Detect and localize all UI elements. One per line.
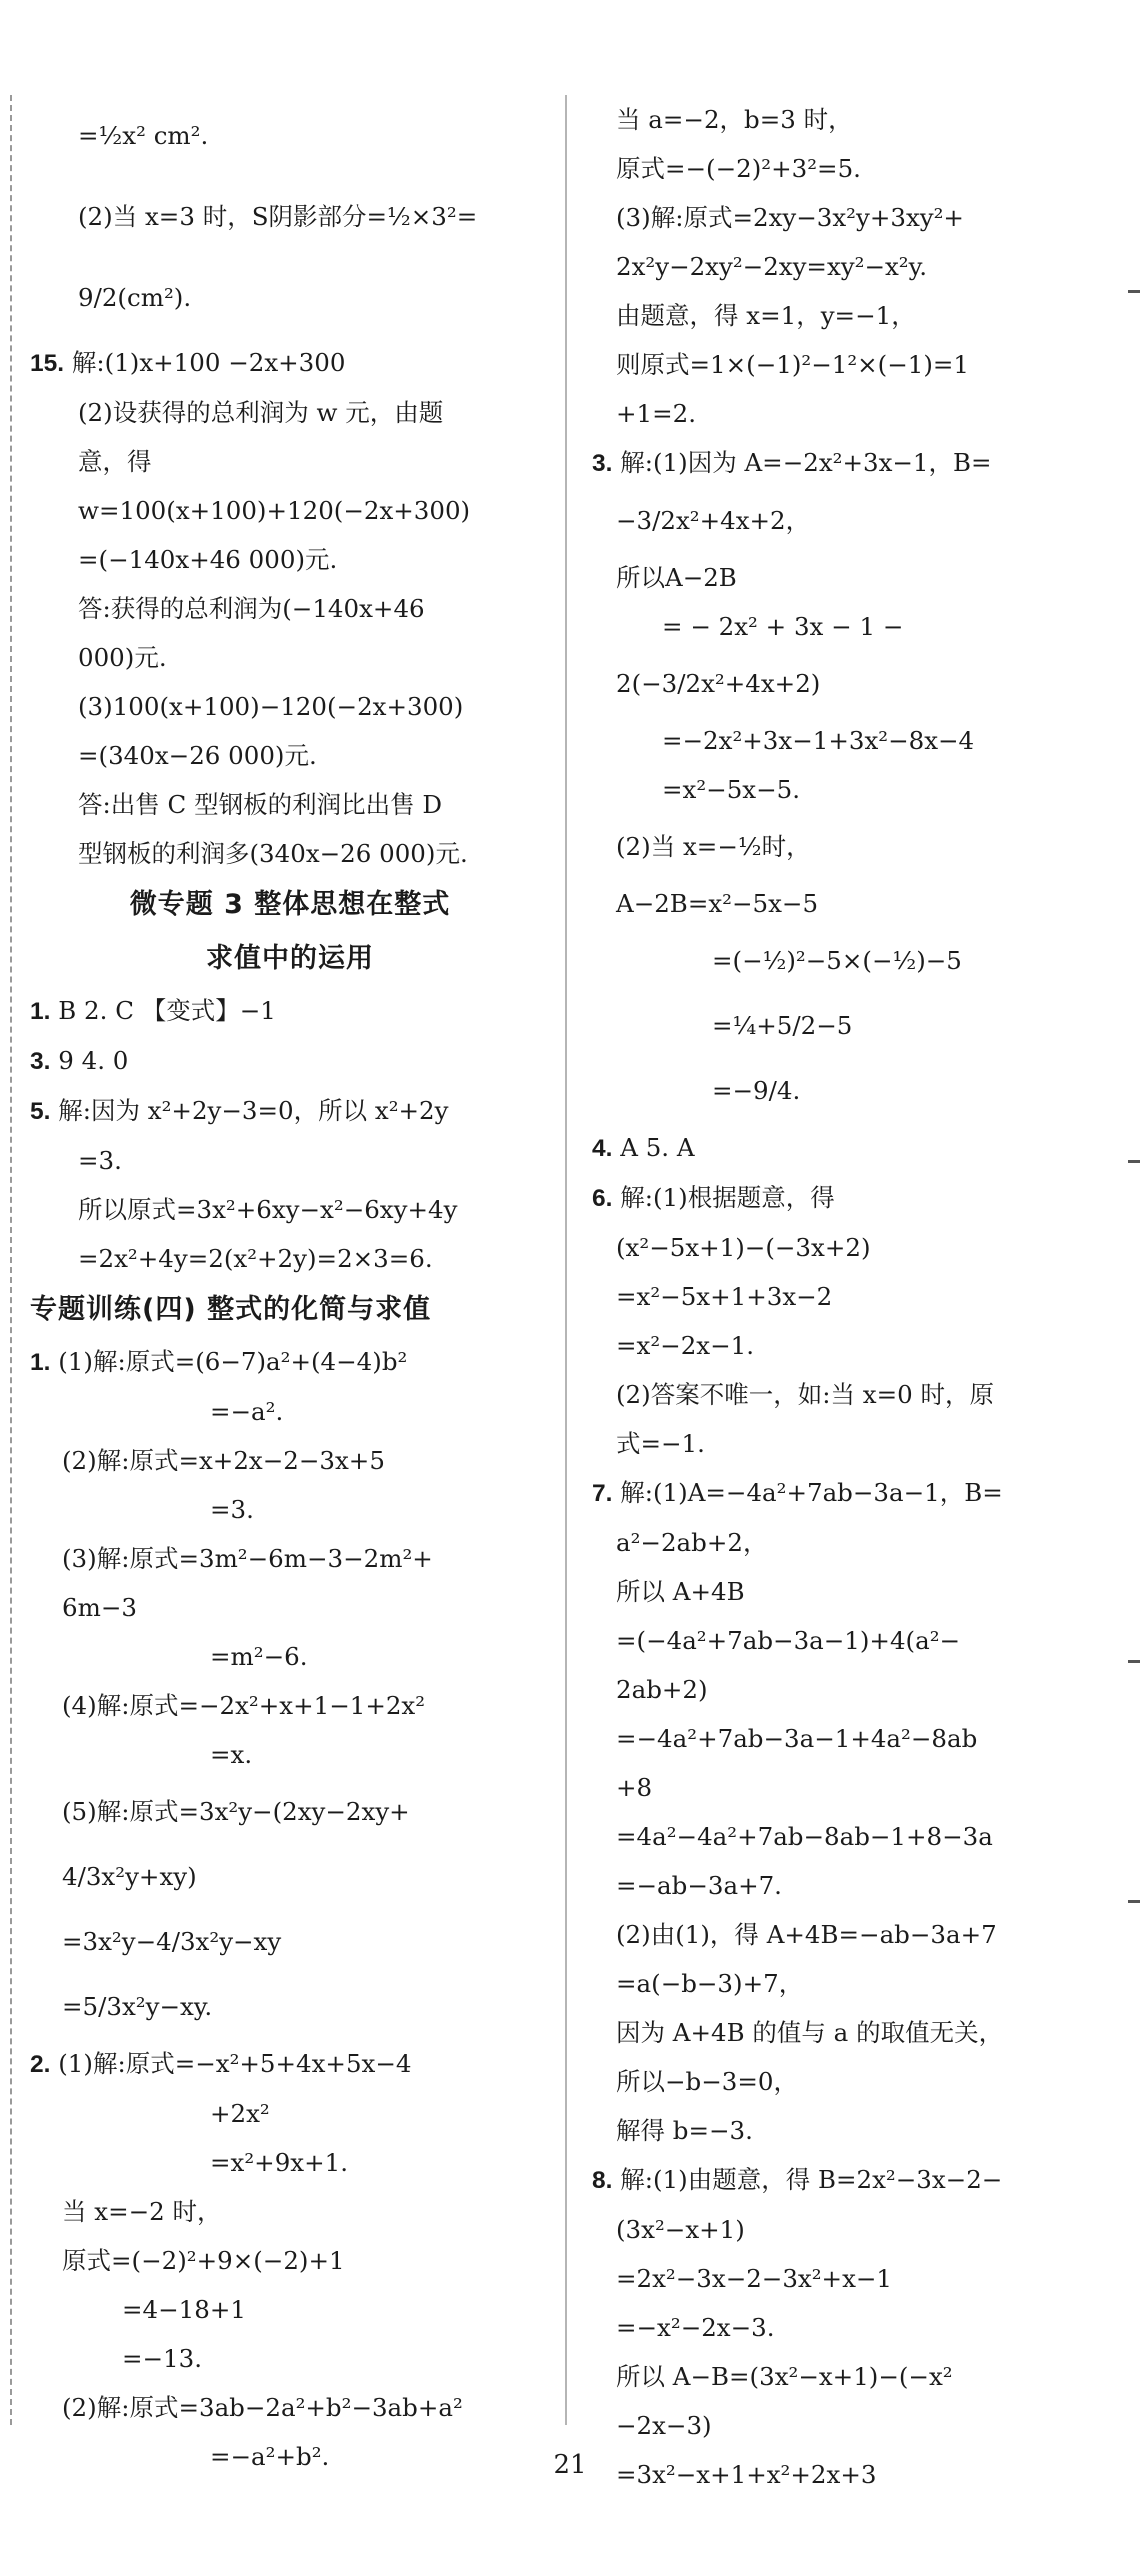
solution-line [592, 1910, 1092, 1959]
solution-line [30, 1909, 550, 1974]
line-text: =−x²−2x−3. [616, 2313, 775, 2342]
question-line [592, 1123, 1092, 1173]
solution-line [592, 1058, 1092, 1123]
edge-mark [1128, 1160, 1140, 1163]
solution-line [592, 1665, 1092, 1714]
line-text: B 2. C 【变式】−1 [58, 996, 276, 1025]
line-text: =−13. [122, 2344, 203, 2373]
line-text: 000)元. [78, 643, 167, 672]
solution-line [592, 340, 1092, 389]
line-text: 解:(1)x+100 −2x+300 [71, 348, 346, 377]
solution-line [592, 488, 1092, 553]
line-text: 型钢板的利润多(340x−26 000)元. [78, 839, 468, 868]
solution-line [592, 2401, 1092, 2450]
solution-line [592, 2106, 1092, 2155]
left-column [30, 95, 550, 2481]
solution-line [592, 1370, 1092, 1419]
line-text: +2x² [210, 2099, 270, 2128]
solution-line [592, 1223, 1092, 1272]
line-text: 所以原式=3x²+6xy−x²−6xy+4y [78, 1195, 458, 1224]
solution-line [30, 1730, 550, 1779]
line-text: 2ab+2) [616, 1675, 708, 1704]
question-number: 4. [592, 1135, 613, 1162]
line-text: (x²−5x+1)−(−3x+2) [616, 1233, 871, 1262]
section-heading: 求值中的运用 [206, 943, 374, 974]
solution-line [30, 731, 550, 780]
solution-line [30, 535, 550, 584]
line-text: (3)解:原式=2xy−3x²y+3xy²+ [616, 203, 964, 232]
line-text: =a(−b−3)+7， [616, 1969, 804, 1998]
line-text: =4a²−4a²+7ab−8ab−1+8−3a [616, 1822, 993, 1851]
line-text: =4−18+1 [122, 2295, 246, 2324]
solution-line [592, 291, 1092, 340]
question-line [592, 1173, 1092, 1223]
question-line [30, 2039, 550, 2089]
line-text: 所以 A−B=(3x²−x+1)−(−x² [616, 2362, 953, 2391]
solution-line [30, 1583, 550, 1632]
line-text: A−2B=x²−5x−5 [616, 889, 819, 918]
line-text: (4)解:原式=−2x²+x+1−1+2x² [62, 1691, 426, 1720]
line-text: =5/3x²y−xy. [62, 1992, 213, 2021]
line-text: (2)答案不唯一，如:当 x=0 时，原 [616, 1380, 994, 1409]
line-text: (3x²−x+1) [616, 2215, 745, 2244]
edge-mark [1128, 290, 1140, 293]
line-text: a²−2ab+2， [616, 1528, 768, 1557]
solution-line [30, 633, 550, 682]
solution-line [592, 1616, 1092, 1665]
line-text: +1=2. [616, 399, 697, 428]
left-margin-dashed-line [10, 95, 12, 2425]
line-text: =(340x−26 000)元. [78, 741, 317, 770]
solution-line [592, 2303, 1092, 2352]
line-text: =(−140x+46 000)元. [78, 545, 338, 574]
line-text: =x²−5x−5. [662, 775, 801, 804]
solution-line [30, 2285, 550, 2334]
question-line [592, 438, 1092, 488]
solution-line [30, 1485, 550, 1534]
line-text: (2)由(1)，得 A+4B=−ab−3a+7 [616, 1920, 997, 1949]
solution-line [592, 602, 1092, 651]
line-text: (2)当 x=−½时， [616, 832, 811, 861]
solution-line [592, 2008, 1092, 2057]
line-text: =x²−5x+1+3x−2 [616, 1282, 833, 1311]
solution-line [30, 2383, 550, 2432]
solution-line [592, 1763, 1092, 1812]
solution-line [592, 2057, 1092, 2106]
solution-line [30, 257, 550, 338]
solution-line [30, 2236, 550, 2285]
line-text: =3x²−x+1+x²+2x+3 [616, 2460, 877, 2489]
question-number: 8. [592, 2167, 613, 2194]
solution-line [30, 1779, 550, 1844]
line-text: =3x²y−4/3x²y−xy [62, 1927, 282, 1956]
line-text: 当 x=−2 时， [62, 2197, 222, 2226]
line-text: =x. [210, 1740, 253, 1769]
line-text: 解:(1)由题意，得 B=2x²−3x−2− [620, 2165, 1003, 2194]
line-text: =¼+5/2−5 [712, 1011, 853, 1040]
solution-line [30, 682, 550, 731]
solution-line [30, 1534, 550, 1583]
line-text: 因为 A+4B 的值与 a 的取值无关， [616, 2018, 1004, 2047]
question-line [30, 1086, 550, 1136]
solution-line [592, 389, 1092, 438]
line-text: 9 4. 0 [58, 1046, 129, 1075]
line-text: (2)解:原式=3ab−2a²+b²−3ab+a² [62, 2393, 463, 2422]
line-text: 当 a=−2，b=3 时， [616, 105, 853, 134]
question-number: 2. [30, 2051, 51, 2078]
solution-line [30, 1844, 550, 1909]
line-text: 9/2(cm²). [78, 283, 192, 312]
line-text: =−9/4. [712, 1076, 801, 1105]
line-text: =x²−2x−1. [616, 1331, 755, 1360]
line-text: 解:(1)因为 A=−2x²+3x−1，B= [620, 448, 992, 477]
line-text: 答:获得的总利润为(−140x+46 [78, 594, 425, 623]
line-text: 所以−b−3=0， [616, 2067, 798, 2096]
solution-line [592, 1419, 1092, 1468]
line-text: (5)解:原式=3x²y−(2xy−2xy+ [62, 1797, 410, 1826]
solution-line [30, 1234, 550, 1283]
line-text: (2)设获得的总利润为 w 元，由题 [78, 398, 444, 427]
solution-line [592, 95, 1092, 144]
solution-line [592, 993, 1092, 1058]
solution-line [592, 193, 1092, 242]
question-number: 1. [30, 998, 51, 1025]
line-text: 原式=(−2)²+9×(−2)+1 [62, 2246, 345, 2275]
line-text: 解:(1)A=−4a²+7ab−3a−1，B= [620, 1478, 1003, 1507]
solution-line [592, 716, 1092, 765]
line-text: 原式=−(−2)²+3²=5. [616, 154, 861, 183]
line-text: (1)解:原式=(6−7)a²+(4−4)b² [58, 1347, 408, 1376]
line-text: =(−½)²−5×(−½)−5 [712, 946, 962, 975]
solution-line [592, 553, 1092, 602]
solution-line [592, 928, 1092, 993]
line-text: w=100(x+100)+120(−2x+300) [78, 496, 471, 525]
solution-line [30, 437, 550, 486]
line-text: 则原式=1×(−1)²−1²×(−1)=1 [616, 350, 970, 379]
solution-line [30, 780, 550, 829]
solution-line [30, 2334, 550, 2383]
line-text: =−a². [210, 1397, 284, 1426]
line-text: 所以A−2B [616, 563, 737, 592]
line-text: A 5. A [620, 1133, 695, 1162]
line-text: =2x²+4y=2(x²+2y)=2×3=6. [78, 1244, 433, 1273]
solution-line [592, 1714, 1092, 1763]
line-text: (2)当 x=3 时，S阴影部分=½×3²= [78, 202, 478, 231]
question-number: 3. [592, 450, 613, 477]
line-text: 解:(1)根据题意，得 [620, 1183, 835, 1212]
solution-line [30, 1185, 550, 1234]
solution-line [592, 144, 1092, 193]
solution-line [30, 1681, 550, 1730]
question-line [30, 338, 550, 388]
line-text: =−2x²+3x−1+3x²−8x−4 [662, 726, 975, 755]
line-text: 由题意，得 x=1，y=−1， [616, 301, 916, 330]
line-text: 解:因为 x²+2y−3=0，所以 x²+2y [58, 1096, 449, 1125]
column-divider [565, 95, 567, 2425]
line-text: =3. [210, 1495, 254, 1524]
line-text: =−ab−3a+7. [616, 1871, 782, 1900]
solution-line [30, 176, 550, 257]
page-number: 21 [553, 2450, 587, 2480]
line-text: 答:出售 C 型钢板的利润比出售 D [78, 790, 443, 819]
line-text: 6m−3 [62, 1593, 137, 1622]
solution-line [592, 2352, 1092, 2401]
solution-line [30, 1974, 550, 2039]
edge-mark [1128, 1660, 1140, 1663]
solution-line [30, 2138, 550, 2187]
solution-line [592, 242, 1092, 291]
line-text: =−4a²+7ab−3a−1+4a²−8ab [616, 1724, 978, 1753]
solution-line [30, 1436, 550, 1485]
line-text: =3. [78, 1146, 122, 1175]
question-number: 1. [30, 1349, 51, 1376]
line-text: 2(−3/2x²+4x+2) [616, 669, 821, 698]
line-text: (1)解:原式=−x²+5+4x+5x−4 [58, 2049, 412, 2078]
line-text: =2x²−3x−2−3x²+x−1 [616, 2264, 893, 2293]
question-number: 5. [30, 1098, 51, 1125]
solution-line [592, 765, 1092, 814]
solution-line [592, 1861, 1092, 1910]
solution-line [30, 2187, 550, 2236]
question-line [592, 2155, 1092, 2205]
question-number: 15. [30, 350, 65, 377]
solution-line [592, 651, 1092, 716]
line-text: 式=−1. [616, 1429, 705, 1458]
section-heading: 微专题 3 整体思想在整式 [129, 889, 451, 920]
solution-line [592, 1812, 1092, 1861]
solution-line [592, 1567, 1092, 1616]
solution-line [592, 2254, 1092, 2303]
solution-line [30, 1632, 550, 1681]
solution-line [592, 1321, 1092, 1370]
line-text: = − 2x² + 3x − 1 − [662, 612, 904, 641]
line-text: (3)100(x+100)−120(−2x+300) [78, 692, 464, 721]
question-line [30, 986, 550, 1036]
line-text: +8 [616, 1773, 653, 1802]
question-number: 3. [30, 1048, 51, 1075]
solution-line [30, 829, 550, 878]
line-text: 所以 A+4B [616, 1577, 745, 1606]
line-text: (3)解:原式=3m²−6m−3−2m²+ [62, 1544, 433, 1573]
solution-line [592, 2205, 1092, 2254]
question-number: 7. [592, 1480, 613, 1507]
solution-line [30, 388, 550, 437]
solution-line [30, 95, 550, 176]
solution-line [30, 486, 550, 535]
edge-mark [1128, 1900, 1140, 1903]
solution-line [592, 1959, 1092, 2008]
solution-line [30, 584, 550, 633]
line-text: =x²+9x+1. [210, 2148, 349, 2177]
right-column [592, 95, 1092, 2499]
line-text: −2x−3) [616, 2411, 712, 2440]
solution-line [592, 879, 1092, 928]
solution-line [30, 1136, 550, 1185]
question-number: 6. [592, 1185, 613, 1212]
solution-line [30, 2089, 550, 2138]
line-text: =(−4a²+7ab−3a−1)+4(a²− [616, 1626, 961, 1655]
solution-line [30, 1387, 550, 1436]
line-text: −3/2x²+4x+2， [616, 506, 811, 535]
question-line [30, 1337, 550, 1387]
solution-line [592, 814, 1092, 879]
section-heading: 专题训练(四) 整式的化简与求值 [30, 1294, 432, 1325]
line-text: 2x²y−2xy²−2xy=xy²−x²y. [616, 252, 927, 281]
question-line [592, 1468, 1092, 1518]
line-text: =m²−6. [210, 1642, 308, 1671]
line-text: =½x² cm². [78, 121, 209, 150]
solution-line [592, 1518, 1092, 1567]
solution-line [592, 1272, 1092, 1321]
line-text: (2)解:原式=x+2x−2−3x+5 [62, 1446, 385, 1475]
line-text: =−a²+b². [210, 2442, 330, 2471]
question-line [30, 1036, 550, 1086]
line-text: 解得 b=−3. [616, 2116, 753, 2145]
line-text: 4/3x²y+xy) [62, 1862, 197, 1891]
line-text: 意，得 [78, 447, 152, 476]
